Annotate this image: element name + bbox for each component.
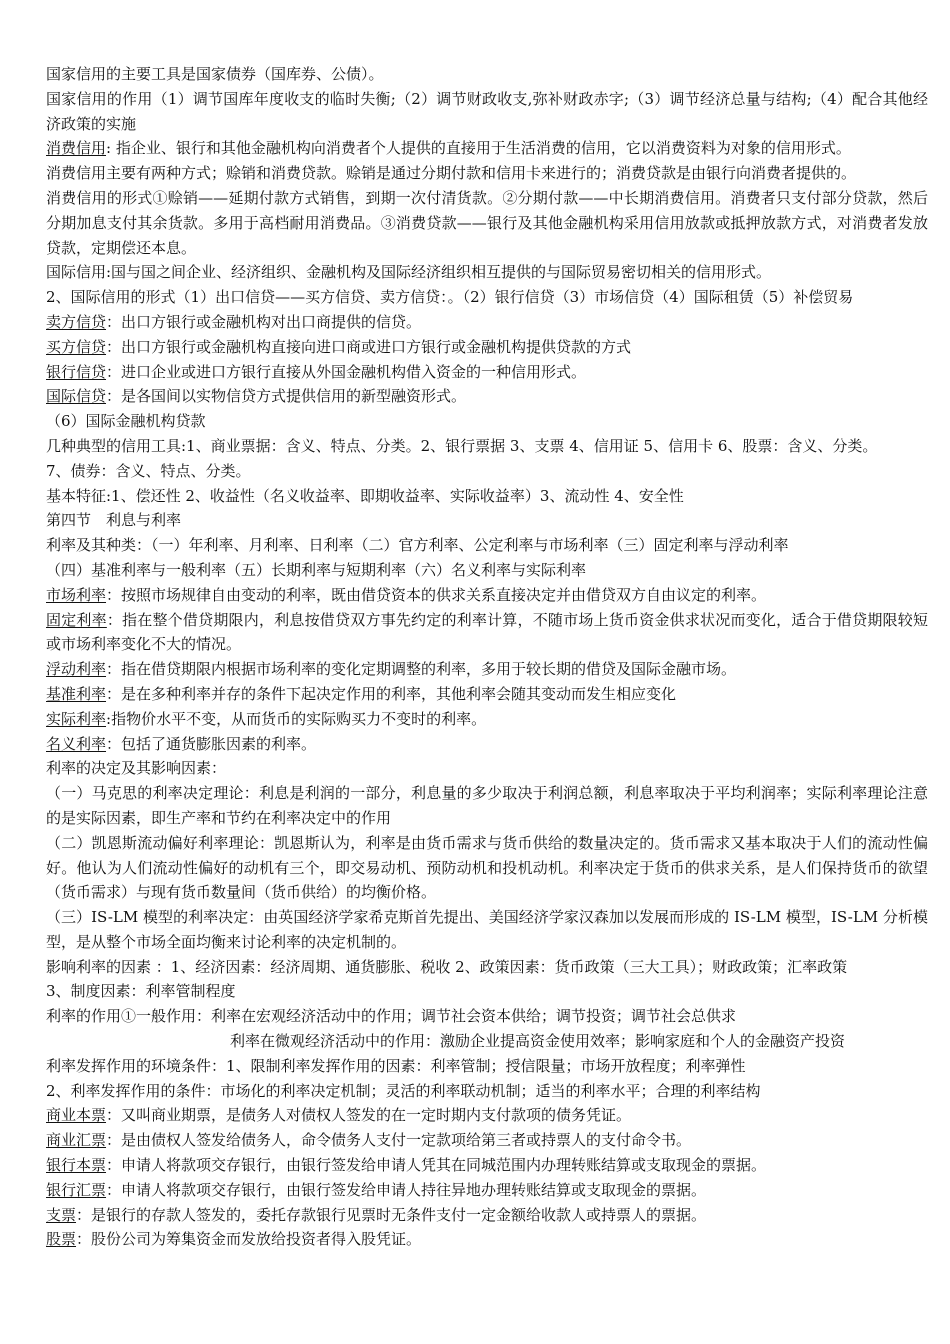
term-heading: 银行本票 (46, 1156, 107, 1175)
term-heading: 买方信贷 (46, 337, 107, 356)
term-heading: 银行汇票 (46, 1180, 107, 1199)
term-heading: 卖方信贷 (46, 312, 107, 331)
paragraph (46, 682, 928, 707)
paragraph-text: （二）凯恩斯流动偏好利率理论：凯恩斯认为，利率是由货币需求与货币供给的数量决定的。货币需求又基本取决于人们的流动性偏好。他认为人们流动性偏好的动机有三个，即交易动机、预防动机和投机动机。利率决定于货币的供求关系，是人们保持货币的欲望（货币需求）与现有货币数量间（货币供给）的均衡价格。 (46, 833, 928, 902)
term-heading: 浮动利率 (46, 660, 107, 679)
paragraph (46, 905, 928, 955)
paragraph (46, 310, 928, 335)
term-heading: 消费信用 (46, 139, 107, 158)
paragraph (46, 1054, 928, 1079)
term-heading: 商业本票 (46, 1106, 107, 1125)
paragraph-text: 影响利率的因素 ：1、经济因素：经济周期、通货膨胀、税收 2、政策因素：货币政策（三大工具）；财政政策；汇率政策 (46, 957, 848, 976)
paragraph-text: 2、利率发挥作用的条件：市场化的利率决定机制；灵活的利率联动机制；适当的利率水平；合理的利率结构 (46, 1081, 761, 1100)
paragraph (46, 1178, 928, 1203)
paragraph (46, 186, 928, 260)
paragraph-text: 利率的作用①一般作用：利率在宏观经济活动中的作用；调节社会资本供给；调节投资；调节社会总供求 (46, 1007, 737, 1026)
paragraph (46, 1029, 928, 1054)
paragraph-text: ：是由债权人签发给债务人，命令债务人支付一定款项给第三者或持票人的支付命令书。 (106, 1131, 692, 1150)
paragraph-text: ：指在借贷期限内根据市场利率的变化定期调整的利率，多用于较长期的借贷及国际金融市场。 (106, 660, 737, 679)
paragraph-text: 利率发挥作用的环境条件：1、限制利率发挥作用的因素：利率管制；授信限量；市场开放程度；利率弹性 (46, 1056, 746, 1075)
paragraph (46, 781, 928, 831)
paragraph-text: 利率及其种类：（一）年利率、月利率、日利率（二）官方利率、公定利率与市场利率（三）固定利率与浮动利率 (46, 536, 789, 555)
paragraph-text: （三）IS-LM 模型的利率决定：由英国经济学家希克斯首先提出、美国经济学家汉森加以发展而形成的 IS-LM 模型，IS-LM 分析模型，是从整个市场全面均衡来讨论利率的决定机制的。 (46, 908, 928, 951)
paragraph (46, 831, 928, 905)
paragraph-text: :指物价水平不变，从而货币的实际购买力不变时的利率。 (106, 709, 487, 728)
paragraph-text: （四）基准利率与一般利率（五）长期利率与短期利率（六）名义利率与实际利率 (46, 560, 587, 579)
paragraph (46, 459, 928, 484)
paragraph (46, 657, 928, 682)
paragraph (46, 1153, 928, 1178)
paragraph-text: 利率在微观经济活动中的作用：激励企业提高资金使用效率；影响家庭和个人的金融资产投资 (230, 1032, 846, 1051)
paragraph-text: ：是各国间以实物信贷方式提供信用的新型融资形式。 (106, 387, 467, 406)
paragraph-text: （一）马克思的利率决定理论：利息是利润的一部分，利息量的多少取决于利润总额，利息率取决于平均利润率；实际利率理论注意的是实际因素，即生产率和节约在利率决定中的作用 (46, 784, 928, 827)
paragraph-text: : 指企业、银行和其他金融机构向消费者个人提供的直接用于生活消费的信用，它以消费资料为对象的信用形式。 (106, 139, 851, 158)
paragraph-text: ：进口企业或进口方银行直接从外国金融机构借入资金的一种信用形式。 (106, 362, 587, 381)
term-heading: 市场利率 (46, 585, 107, 604)
paragraph-text: 国际信用:国与国之间企业、经济组织、金融机构及国际经济组织相互提供的与国际贸易密切相关的信用形式。 (46, 263, 772, 282)
paragraph (46, 756, 928, 781)
paragraph (46, 979, 928, 1004)
paragraph (46, 707, 928, 732)
paragraph-text: 消费信用的形式①赊销——延期付款方式销售，到期一次付清货款。②分期付款——中长期消费信用。消费者只支付部分贷款，然后分期加息支付其余货款。多用于高档耐用消费品。③消费贷款——银行及其他金融机构采用信用放款或抵押放款方式，对消费者发放贷款，定期偿还本息。 (46, 188, 928, 257)
paragraph-text: 几种典型的信用工具:1、商业票据：含义、特点、分类。2、银行票据 3、支票 4、信用证 5、信用卡 6、股票：含义、分类。 (46, 436, 878, 455)
paragraph (46, 260, 928, 285)
paragraph (46, 1227, 928, 1252)
term-heading: 名义利率 (46, 734, 107, 753)
paragraph (46, 508, 928, 533)
paragraph (46, 1004, 928, 1029)
paragraph-text: 消费信用主要有两种方式；赊销和消费贷款。赊销是通过分期付款和信用卡来进行的；消费贷款是由银行向消费者提供的。 (46, 164, 857, 183)
paragraph-text: ：是在多种利率并存的条件下起决定作用的利率，其他利率会随其变动而发生相应变化 (106, 684, 677, 703)
paragraph-text: ：指在整个借贷期限内，利息按借贷双方事先约定的利率计算，不随市场上货币资金供求状况而变化，适合于借贷期限较短或市场利率变化不大的情况。 (46, 610, 928, 654)
term-heading: 国际信贷 (46, 387, 107, 406)
paragraph (46, 360, 928, 385)
paragraph-text: 国家信用的作用（1）调节国库年度收支的临时失衡;（2）调节财政收支,弥补财政赤字;（3）调节经济总量与结构;（4）配合其他经济政策的实施 (46, 89, 928, 133)
paragraph-text: 7、债券：含义、特点、分类。 (46, 461, 251, 480)
paragraph (46, 384, 928, 409)
term-heading: 固定利率 (46, 610, 107, 629)
paragraph-text: 国家信用的主要工具是国家债券（国库券、公债）。 (46, 65, 384, 83)
paragraph (46, 434, 928, 459)
paragraph (46, 558, 928, 583)
paragraph-text: ：又叫商业期票，是债务人对债权人签发的在一定时期内支付款项的债务凭证。 (106, 1106, 632, 1125)
term-heading: 股票 (46, 1230, 77, 1249)
paragraph-text: 2、国际信用的形式（1）出口信贷——买方信贷、卖方信贷：。（2）银行信贷（3）市场信贷（4）国际租赁（5）补偿贸易 (46, 288, 854, 307)
paragraph (46, 87, 928, 137)
paragraph (46, 161, 928, 186)
paragraph-text: 第四节 利息与利率 (46, 511, 182, 530)
paragraph (46, 484, 928, 509)
paragraph-text: ：是银行的存款人签发的，委托存款银行见票时无条件支付一定金额给收款人或持票人的票据。 (76, 1205, 707, 1224)
term-heading: 基准利率 (46, 684, 107, 703)
paragraph-text: 利率的决定及其影响因素： (46, 759, 227, 778)
paragraph (46, 335, 928, 360)
paragraph (46, 1079, 928, 1104)
paragraph (46, 732, 928, 757)
paragraph-text: ：按照市场规律自由变动的利率，既由借贷资本的供求关系直接决定并由借贷双方自由议定的利率。 (106, 585, 767, 604)
paragraph (46, 62, 928, 87)
paragraph-text: ：股份公司为筹集资金而发放给投资者得入股凭证。 (76, 1230, 422, 1249)
paragraph (46, 136, 928, 161)
paragraph (46, 1128, 928, 1153)
paragraph-text: ：申请人将款项交存银行，由银行签发给申请人持往异地办理转账结算或支取现金的票据。 (106, 1180, 707, 1199)
term-heading: 实际利率 (46, 709, 107, 728)
paragraph-text: ：申请人将款项交存银行，由银行签发给申请人凭其在同城范围内办理转账结算或支取现金的票据。 (106, 1156, 767, 1175)
paragraph (46, 1103, 928, 1128)
paragraph (46, 533, 928, 558)
paragraph (46, 955, 928, 980)
paragraph-text: ：包括了通货膨胀因素的利率。 (106, 734, 317, 753)
paragraph (46, 583, 928, 608)
paragraph-text: ：出口方银行或金融机构对出口商提供的信贷。 (106, 312, 422, 331)
paragraph-text: 3、制度因素：利率管制程度 (46, 982, 236, 1001)
paragraph (46, 409, 928, 434)
term-heading: 商业汇票 (46, 1131, 107, 1150)
paragraph-text: ：出口方银行或金融机构直接向进口商或进口方银行或金融机构提供贷款的方式 (106, 337, 632, 356)
paragraph (46, 608, 928, 658)
paragraph-text: （6）国际金融机构贷款 (46, 412, 206, 431)
paragraph (46, 1203, 928, 1228)
paragraph-text: 基本特征:1、偿还性 2、收益性（名义收益率、即期收益率、实际收益率）3、流动性 4、安全性 (46, 486, 684, 505)
term-heading: 支票 (46, 1205, 77, 1224)
term-heading: 银行信贷 (46, 362, 107, 381)
paragraph (46, 285, 928, 310)
